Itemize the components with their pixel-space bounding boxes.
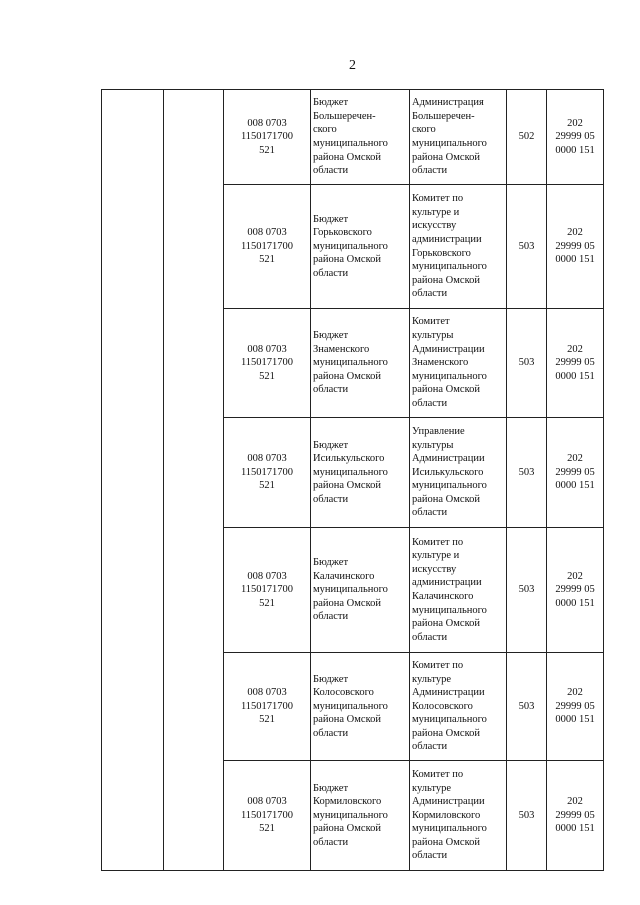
- empty-cell-2: [164, 90, 224, 871]
- admin-number: 503: [507, 528, 547, 653]
- budget-name: Бюджет Исилькульского муниципального района Омской области: [311, 418, 410, 528]
- administrator-name: Администрация Большеречен- ского муниципального района Омской области: [410, 90, 507, 185]
- admin-number: 502: [507, 90, 547, 185]
- budget-name: Бюджет Горьковского муниципального района Омской области: [311, 185, 410, 309]
- classification-code: 008 0703 1150171700 521: [224, 528, 311, 653]
- revenue-code: 202 29999 05 0000 151: [547, 761, 604, 871]
- admin-number: 503: [507, 185, 547, 309]
- revenue-code: 202 29999 05 0000 151: [547, 653, 604, 761]
- budget-name: Бюджет Колосовского муниципального района Омской области: [311, 653, 410, 761]
- revenue-code: 202 29999 05 0000 151: [547, 418, 604, 528]
- revenue-code: 202 29999 05 0000 151: [547, 90, 604, 185]
- table-row: [102, 90, 604, 185]
- classification-code: 008 0703 1150171700 521: [224, 761, 311, 871]
- admin-number: 503: [507, 761, 547, 871]
- admin-number: 503: [507, 653, 547, 761]
- administrator-name: Комитет культуры Администрации Знаменского муниципального района Омской области: [410, 309, 507, 418]
- budget-name: Бюджет Кормиловского муниципального района Омской области: [311, 761, 410, 871]
- budget-table: [101, 89, 604, 871]
- admin-number: 503: [507, 309, 547, 418]
- classification-code: 008 0703 1150171700 521: [224, 90, 311, 185]
- page-number: 2: [349, 58, 356, 73]
- budget-name: Бюджет Большеречен- ского муниципального района Омской области: [311, 90, 410, 185]
- classification-code: 008 0703 1150171700 521: [224, 185, 311, 309]
- administrator-name: Комитет по культуре Администрации Колосовского муниципального района Омской области: [410, 653, 507, 761]
- administrator-name: Комитет по культуре и искусству администрации Горьковского муниципального района Омской области: [410, 185, 507, 309]
- revenue-code: 202 29999 05 0000 151: [547, 185, 604, 309]
- budget-name: Бюджет Калачинского муниципального района Омской области: [311, 528, 410, 653]
- administrator-name: Управление культуры Администрации Исилькульского муниципального района Омской области: [410, 418, 507, 528]
- revenue-code: 202 29999 05 0000 151: [547, 528, 604, 653]
- admin-number: 503: [507, 418, 547, 528]
- classification-code: 008 0703 1150171700 521: [224, 653, 311, 761]
- revenue-code: 202 29999 05 0000 151: [547, 309, 604, 418]
- classification-code: 008 0703 1150171700 521: [224, 309, 311, 418]
- empty-cell-1: [102, 90, 164, 871]
- administrator-name: Комитет по культуре Администрации Кормиловского муниципального района Омской области: [410, 761, 507, 871]
- classification-code: 008 0703 1150171700 521: [224, 418, 311, 528]
- administrator-name: Комитет по культуре и искусству администрации Калачинского муниципального района Омской области: [410, 528, 507, 653]
- budget-name: Бюджет Знаменского муниципального района Омской области: [311, 309, 410, 418]
